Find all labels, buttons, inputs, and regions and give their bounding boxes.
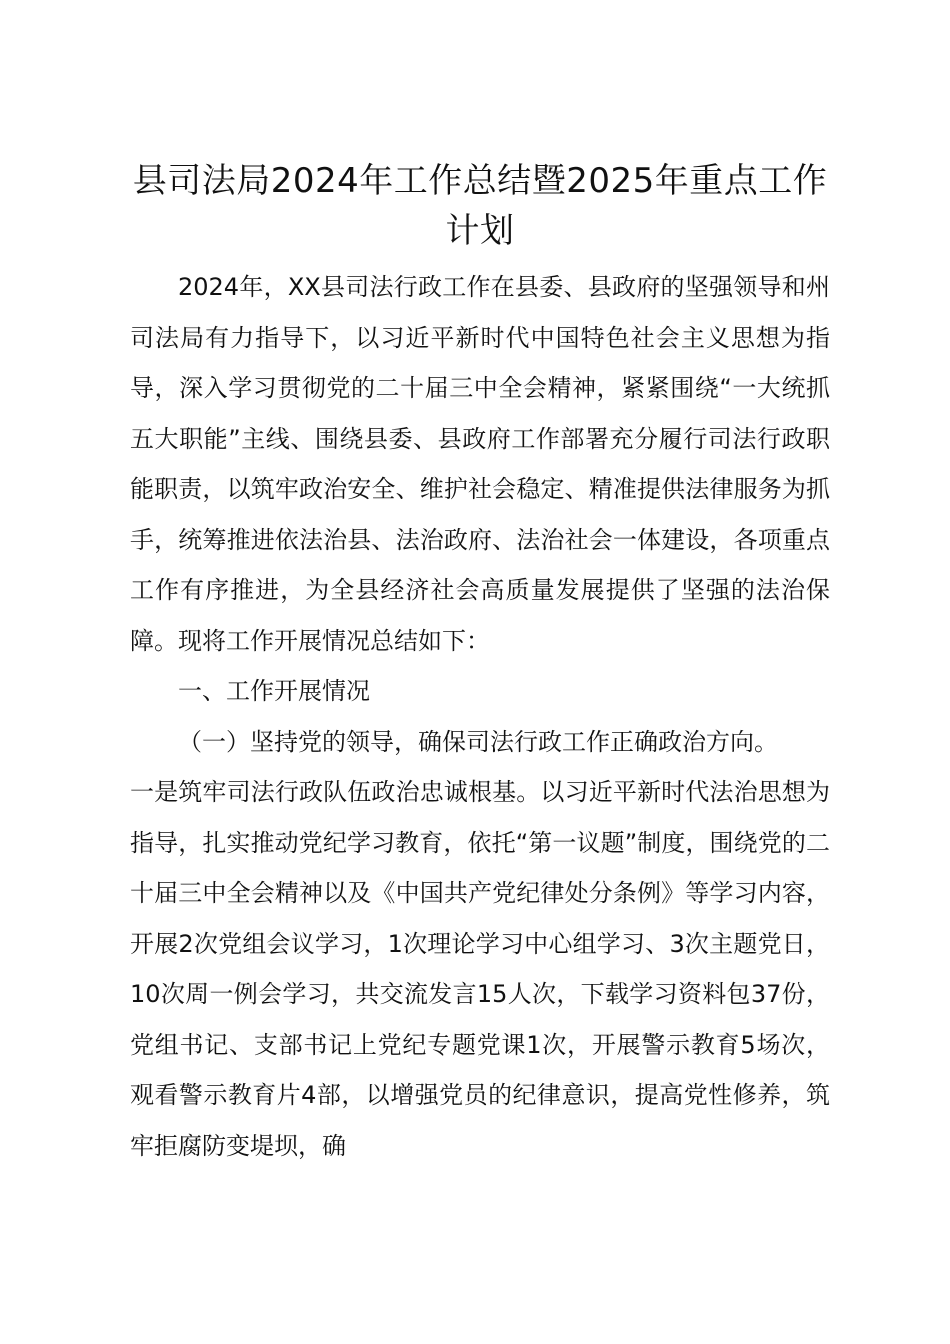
- document-page: [130, 156, 830, 1171]
- intro-paragraph: 2024年，XX县司法行政工作在县委、县政府的坚强领导和州司法局有力指导下，以习近平新时代中国特色社会主义思想为指导，深入学习贯彻党的二十届三中全会精神，紧紧围绕“一大统抓五大职能”主线、围绕县委、县政府工作部署充分履行司法行政职能职责，以筑牢政治安全、维护社会稳定、精准提供法律服务为抓手，统筹推进依法治县、法治政府、法治社会一体建设，各项重点工作有序推进，为全县经济社会高质量发展提供了坚强的法治保障。现将工作开展情况总结如下：: [130, 273, 830, 655]
- document-title: 县司法局2024年工作总结暨2025年重点工作计划: [132, 161, 828, 251]
- section-heading: 一、工作开展情况: [178, 677, 370, 705]
- body-paragraph: 一是筑牢司法行政队伍政治忠诚根基。以习近平新时代法治思想为指导，扎实推动党纪学习教育，依托“第一议题”制度，围绕党的二十届三中全会精神以及《中国共产党纪律处分条例》等学习内容，开展2次党组会议学习，1次理论学习中心组学习、3次主题党日，10次周一例会学习，共交流发言15人次，下载学习资料包37份，党组书记、支部书记上党纪专题党课1次，开展警示教育5场次，观看警示教育片4部，以增强党员的纪律意识，提高党性修养，筑牢拒腐防变堤坝，确: [130, 778, 830, 1160]
- subsection-heading: （一）坚持党的领导，确保司法行政工作正确政治方向。: [178, 727, 778, 756]
